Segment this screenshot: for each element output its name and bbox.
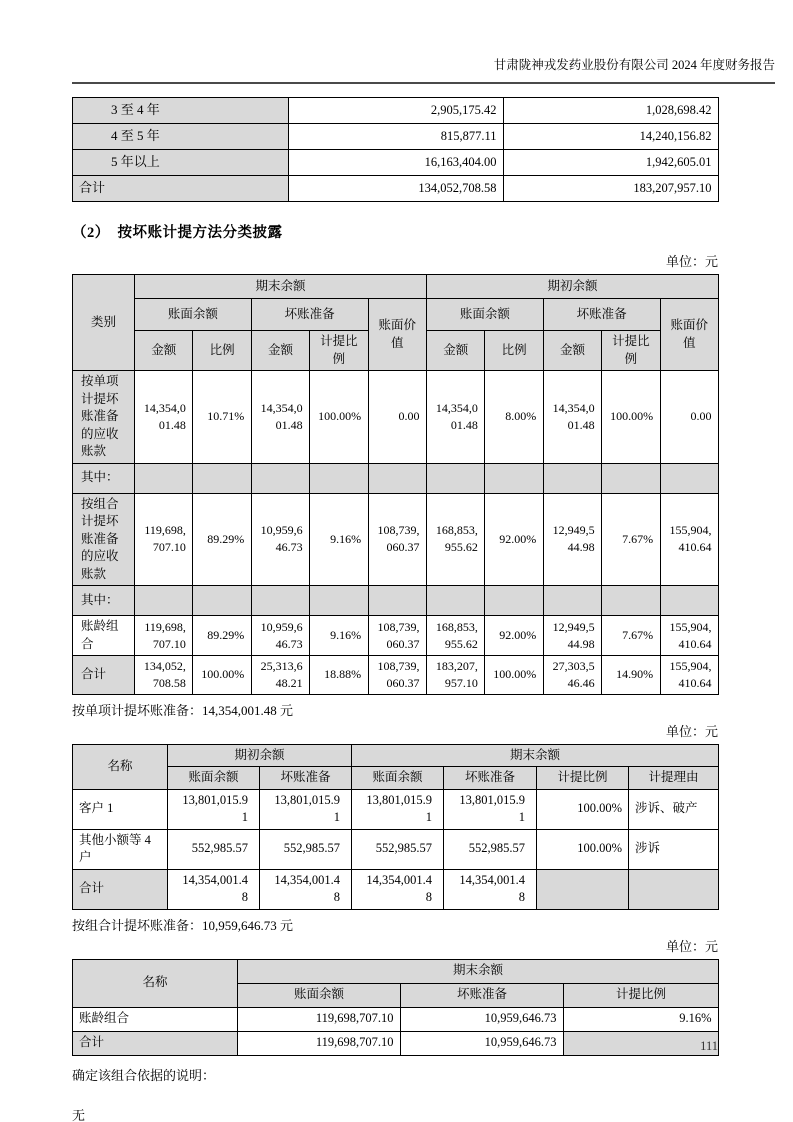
- cell: 涉诉: [629, 829, 719, 869]
- cell: [193, 586, 251, 616]
- header-row: [73, 275, 719, 299]
- col-header-book-balance: 账面余额: [427, 299, 544, 331]
- aging-closing-total: 134,052,708.58: [289, 176, 504, 202]
- cell: [660, 463, 718, 493]
- col-header-amount: 金额: [427, 331, 485, 371]
- col-header-amount: 金额: [543, 331, 601, 371]
- cell: 18.88%: [310, 656, 368, 695]
- cell: 552,985.57: [352, 829, 444, 869]
- cell: 10,959,646.73: [401, 1031, 564, 1055]
- aging-opening-value: 1,028,698.42: [504, 98, 719, 124]
- row-label: 合计: [73, 869, 168, 909]
- cell: [251, 586, 309, 616]
- aging-table: [72, 97, 719, 202]
- aging-row-label: 3 至 4 年: [73, 98, 289, 124]
- bad-debt-method-table: [72, 274, 719, 695]
- portfolio-provision-note: 按组合计提坏账准备：10,959,646.73 元: [72, 917, 294, 933]
- col-header-closing-balance: 期末余额: [135, 275, 427, 299]
- table-row-among-which: [73, 463, 719, 493]
- cell: 14,354,001.48: [543, 371, 601, 464]
- col-header-name: 名称: [73, 744, 168, 789]
- individual-provision-note: 按单项计提坏账准备：14,354,001.48 元: [72, 702, 294, 718]
- table-row-others: [73, 829, 719, 869]
- row-label: 账龄组合: [73, 1007, 238, 1031]
- aging-row-label: 5 年以上: [73, 150, 289, 176]
- document-header: [72, 55, 775, 84]
- cell: 14,354,001.48: [251, 371, 309, 464]
- cell: 10,959,646.73: [401, 1007, 564, 1031]
- cell: 552,985.57: [168, 829, 260, 869]
- page-content: [72, 97, 718, 1122]
- table-row-aging-portfolio: [73, 616, 719, 656]
- cell: 92.00%: [485, 616, 543, 656]
- aging-closing-value: 16,163,404.00: [289, 150, 504, 176]
- cell: 9.16%: [310, 493, 368, 586]
- col-header-carrying-value: 账面价值: [660, 299, 718, 371]
- cell: [602, 463, 660, 493]
- section-heading: （2） 按坏账计提方法分类披露: [72, 225, 283, 241]
- individual-provision-table: [72, 744, 719, 910]
- aging-row-label: 4 至 5 年: [73, 124, 289, 150]
- cell: [485, 463, 543, 493]
- cell: 14,354,001.48: [352, 869, 444, 909]
- cell: 14.90%: [602, 656, 660, 695]
- cell: 134,052,708.58: [135, 656, 193, 695]
- aging-opening-total: 183,207,957.10: [504, 176, 719, 202]
- row-label: 按组合计提坏账准备的应收账款: [73, 493, 135, 586]
- cell: 119,698,707.10: [135, 616, 193, 656]
- cell: 7.67%: [602, 493, 660, 586]
- cell: 13,801,015.91: [260, 789, 352, 829]
- cell: 7.67%: [602, 616, 660, 656]
- cell: 100.00%: [310, 371, 368, 464]
- cell: [537, 869, 629, 909]
- table-row-total: [73, 656, 719, 695]
- cell: 100.00%: [485, 656, 543, 695]
- cell: 0.00: [660, 371, 718, 464]
- cell: 92.00%: [485, 493, 543, 586]
- aging-opening-value: 14,240,156.82: [504, 124, 719, 150]
- cell: 155,904,410.64: [660, 493, 718, 586]
- col-header-book-balance: 账面余额: [238, 983, 401, 1007]
- row-label: 客户 1: [73, 789, 168, 829]
- col-header-ratio: 比例: [485, 331, 543, 371]
- col-header-bad-debt-provision: 坏账准备: [543, 299, 660, 331]
- col-header-provision-ratio: 计提比例: [310, 331, 368, 371]
- cell: [427, 586, 485, 616]
- cell: [193, 463, 251, 493]
- cell: 13,801,015.91: [168, 789, 260, 829]
- portfolio-provision-table: [72, 959, 719, 1056]
- table-row: [73, 98, 719, 124]
- cell: 100.00%: [537, 829, 629, 869]
- col-header-bad-debt-provision: 坏账准备: [444, 767, 537, 790]
- cell: 100.00%: [193, 656, 251, 695]
- col-header-closing-balance: 期末余额: [352, 744, 719, 767]
- unit-label: 单位：元: [665, 938, 718, 954]
- cell: [251, 463, 309, 493]
- table-row-total: [73, 869, 719, 909]
- cell: [660, 586, 718, 616]
- cell: 14,354,001.48: [168, 869, 260, 909]
- row-label: 其中：: [73, 586, 135, 616]
- cell: 12,949,544.98: [543, 616, 601, 656]
- cell: 183,207,957.10: [427, 656, 485, 695]
- table-row-portfolio: [73, 493, 719, 586]
- col-header-provision-ratio: 计提比例: [602, 331, 660, 371]
- col-header-book-balance: 账面余额: [352, 767, 444, 790]
- cell: [543, 586, 601, 616]
- aging-closing-value: 815,877.11: [289, 124, 504, 150]
- table-row-customer: [73, 789, 719, 829]
- col-header-name: 名称: [73, 959, 238, 1007]
- cell: [543, 463, 601, 493]
- aging-opening-value: 1,942,605.01: [504, 150, 719, 176]
- row-label: 合计: [73, 1031, 238, 1055]
- col-header-provision-reason: 计提理由: [629, 767, 719, 790]
- col-header-provision-ratio: 计提比例: [564, 983, 719, 1007]
- cell: 14,354,001.48: [135, 371, 193, 464]
- table-row: [73, 124, 719, 150]
- col-header-bad-debt-provision: 坏账准备: [251, 299, 368, 331]
- cell: 10.71%: [193, 371, 251, 464]
- cell: 10,959,646.73: [251, 616, 309, 656]
- cell: 89.29%: [193, 493, 251, 586]
- table-row-total: [73, 176, 719, 202]
- header-row: [73, 959, 719, 983]
- cell: 9.16%: [564, 1007, 719, 1031]
- col-header-closing-balance: 期末余额: [238, 959, 719, 983]
- cell: [427, 463, 485, 493]
- cell: 168,853,955.62: [427, 616, 485, 656]
- cell: 0.00: [368, 371, 426, 464]
- cell: 25,313,648.21: [251, 656, 309, 695]
- cell: [629, 869, 719, 909]
- unit-label: 单位：元: [665, 254, 718, 269]
- cell: 119,698,707.10: [135, 493, 193, 586]
- header-row: [73, 767, 719, 790]
- cell: [485, 586, 543, 616]
- aging-closing-value: 2,905,175.42: [289, 98, 504, 124]
- col-header-carrying-value: 账面价值: [368, 299, 426, 371]
- col-header-provision-ratio: 计提比例: [537, 767, 629, 790]
- cell: 9.16%: [310, 616, 368, 656]
- col-header-book-balance: 账面余额: [135, 299, 252, 331]
- cell: [135, 463, 193, 493]
- table-row-total: [73, 1031, 719, 1055]
- cell: 8.00%: [485, 371, 543, 464]
- row-label: 按单项计提坏账准备的应收账款: [73, 371, 135, 464]
- col-header-opening-balance: 期初余额: [427, 275, 719, 299]
- report-title: 甘肃陇神戎发药业股份有限公司 2024 年度财务报告: [493, 58, 775, 72]
- table-row-aging-portfolio: [73, 1007, 719, 1031]
- cell: 168,853,955.62: [427, 493, 485, 586]
- cell: 14,354,001.48: [260, 869, 352, 909]
- cell: 108,739,060.37: [368, 656, 426, 695]
- cell: [310, 463, 368, 493]
- header-row: [73, 744, 719, 767]
- cell: 119,698,707.10: [238, 1007, 401, 1031]
- cell: 13,801,015.91: [444, 789, 537, 829]
- cell: [368, 586, 426, 616]
- cell: 89.29%: [193, 616, 251, 656]
- col-header-bad-debt-provision: 坏账准备: [401, 983, 564, 1007]
- page-number: 111: [700, 1039, 718, 1053]
- col-header-book-balance: 账面余额: [168, 767, 260, 790]
- row-label: 其中：: [73, 463, 135, 493]
- cell: 27,303,546.46: [543, 656, 601, 695]
- header-row: [73, 299, 719, 331]
- cell: 108,739,060.37: [368, 616, 426, 656]
- col-header-amount: 金额: [135, 331, 193, 371]
- cell: [368, 463, 426, 493]
- cell: 155,904,410.64: [660, 616, 718, 656]
- col-header-ratio: 比例: [193, 331, 251, 371]
- basis-answer: 无: [72, 1107, 86, 1122]
- cell: 100.00%: [602, 371, 660, 464]
- basis-note: 确定该组合依据的说明：: [72, 1067, 216, 1083]
- cell: [602, 586, 660, 616]
- cell: [310, 586, 368, 616]
- cell: 552,985.57: [444, 829, 537, 869]
- cell: 108,739,060.37: [368, 493, 426, 586]
- cell: 100.00%: [537, 789, 629, 829]
- cell: [564, 1031, 719, 1055]
- row-label: 合计: [73, 656, 135, 695]
- row-label: 其他小额等 4 户: [73, 829, 168, 869]
- cell: 155,904,410.64: [660, 656, 718, 695]
- cell: 涉诉、破产: [629, 789, 719, 829]
- col-header-bad-debt-provision: 坏账准备: [260, 767, 352, 790]
- table-row: [73, 150, 719, 176]
- cell: [135, 586, 193, 616]
- aging-total-label: 合计: [73, 176, 289, 202]
- col-header-opening-balance: 期初余额: [168, 744, 352, 767]
- col-header-amount: 金额: [251, 331, 309, 371]
- col-header-category: 类别: [73, 275, 135, 371]
- table-row-individual: [73, 371, 719, 464]
- cell: 13,801,015.91: [352, 789, 444, 829]
- unit-label: 单位：元: [665, 723, 718, 739]
- cell: 10,959,646.73: [251, 493, 309, 586]
- cell: 552,985.57: [260, 829, 352, 869]
- cell: 119,698,707.10: [238, 1031, 401, 1055]
- cell: 14,354,001.48: [444, 869, 537, 909]
- row-label: 账龄组合: [73, 616, 135, 656]
- table-row-among-which: [73, 586, 719, 616]
- cell: 14,354,001.48: [427, 371, 485, 464]
- cell: 12,949,544.98: [543, 493, 601, 586]
